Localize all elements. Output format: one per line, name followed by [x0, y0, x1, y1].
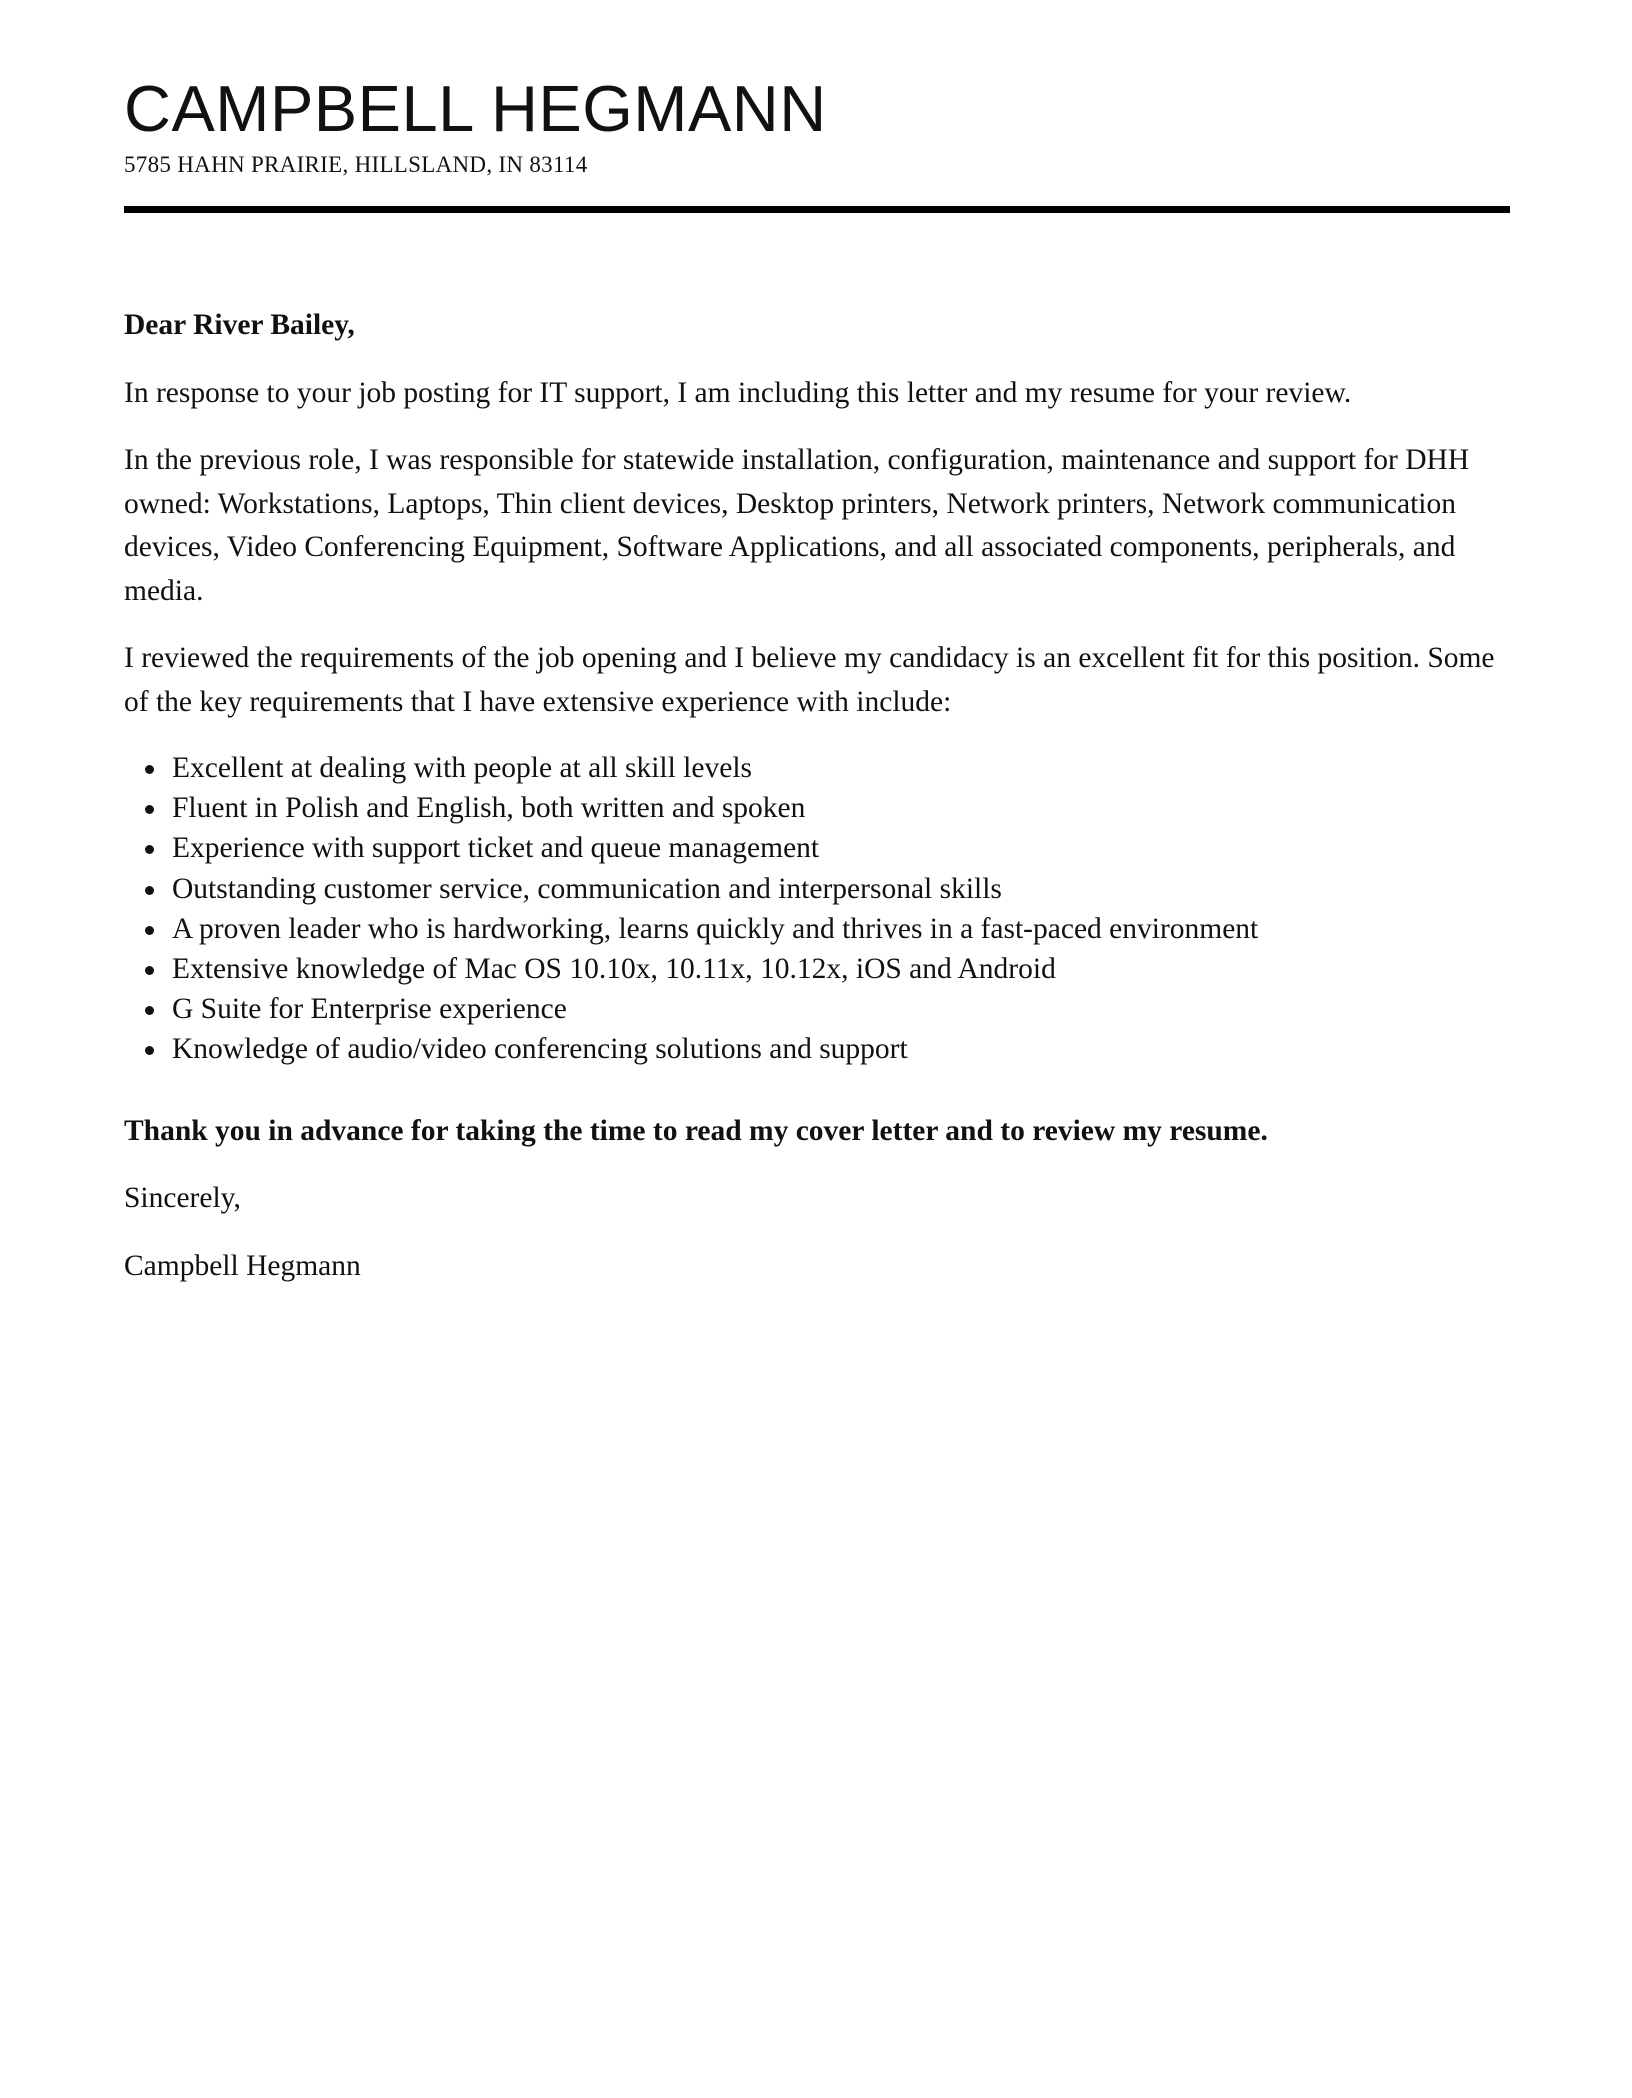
bullet-icon — [145, 886, 154, 895]
list-item-text: Excellent at dealing with people at all skill levels — [172, 752, 752, 784]
list-item-text: A proven leader who is hardworking, learns quickly and thrives in a fast-paced environment — [172, 912, 1259, 945]
paragraph-experience: In the previous role, I was responsible for statewide installation, configuration, maintenance and support for DHH owned: Workstations, Laptops, Thin client devices, Desktop printers, Network printers, Network communication devices, Video Conferencing Equipment, Software Applications, and all associated components, peripherals, and media. — [124, 444, 1470, 607]
list-item-text: Experience with support ticket and queue management — [172, 832, 820, 865]
list-item — [124, 909, 1510, 949]
paragraph-intro: In response to your job posting for IT support, I am including this letter and my resume for your review. — [124, 376, 1352, 409]
applicant-address: 5785 HAHN PRAIRIE, HILLSLAND, IN 83114 — [124, 152, 588, 177]
bullet-icon — [145, 805, 154, 814]
list-item — [124, 1029, 1510, 1069]
bullet-icon — [145, 845, 154, 854]
paragraph-requirements: I reviewed the requirements of the job opening and I believe my candidacy is an excellent fit for this position. Some of the key requirements that I have extensive experience with include: — [124, 642, 1495, 718]
list-item-text: Outstanding customer service, communication and interpersonal skills — [172, 872, 1002, 905]
signoff: Sincerely, — [124, 1182, 241, 1215]
closing-statement: Thank you in advance for taking the time to read my cover letter and to review my resume. — [124, 1114, 1268, 1147]
list-item — [124, 828, 1510, 868]
bullet-icon — [145, 765, 154, 774]
list-item — [124, 748, 1510, 788]
list-item-text: Extensive knowledge of Mac OS 10.10x, 10.11x, 10.12x, iOS and Android — [172, 953, 1056, 986]
bullet-icon — [145, 926, 154, 935]
list-item — [124, 949, 1510, 989]
list-item — [124, 989, 1510, 1029]
bullet-icon — [145, 966, 154, 975]
skills-list — [124, 748, 1510, 1070]
applicant-name: CAMPBELL HEGMANN — [124, 72, 827, 145]
list-item-text: Knowledge of audio/video conferencing solutions and support — [172, 1033, 908, 1066]
list-item — [124, 869, 1510, 909]
list-item — [124, 788, 1510, 828]
letter-body — [124, 304, 1510, 1312]
header-divider — [124, 206, 1510, 213]
list-item-text: Fluent in Polish and English, both written and spoken — [172, 792, 806, 825]
bullet-icon — [145, 1046, 154, 1055]
signature-name: Campbell Hegmann — [124, 1249, 361, 1282]
salutation: Dear River Bailey, — [124, 309, 355, 341]
bullet-icon — [145, 1006, 154, 1015]
list-item-text: G Suite for Enterprise experience — [172, 993, 567, 1026]
